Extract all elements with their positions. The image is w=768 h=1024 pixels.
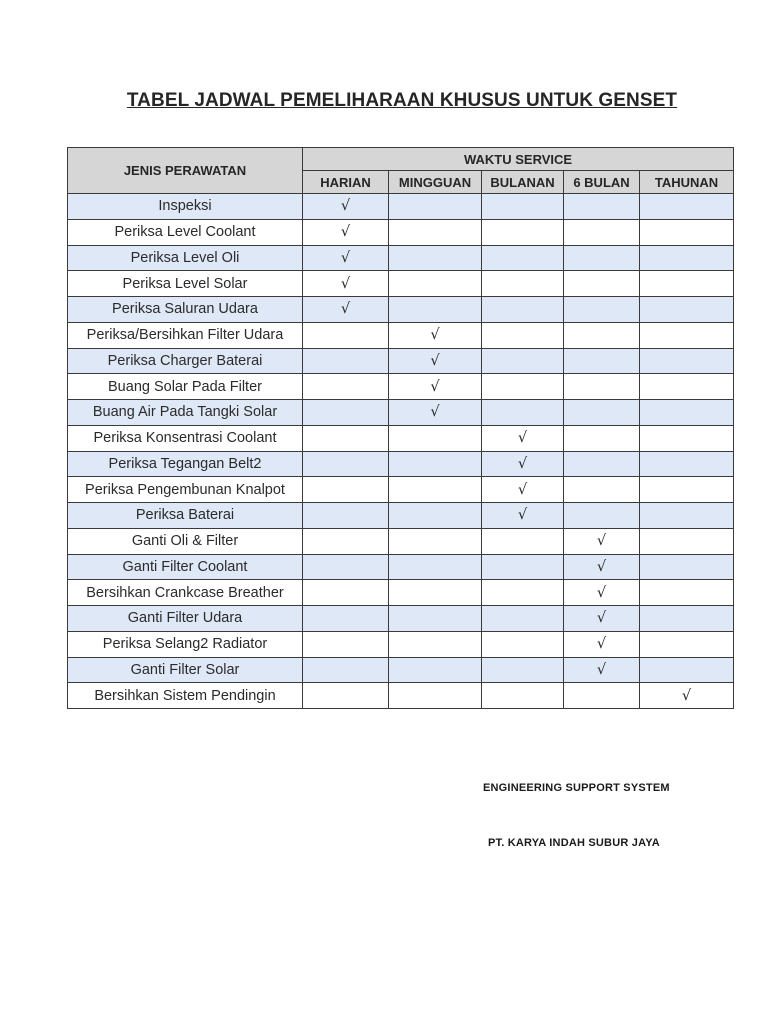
header-tahunan: TAHUNAN: [640, 171, 734, 194]
empty-cell: [640, 425, 734, 451]
empty-cell: [389, 606, 482, 632]
empty-cell: [640, 400, 734, 426]
empty-cell: [482, 194, 564, 220]
empty-cell: [640, 631, 734, 657]
task-name-cell: Buang Solar Pada Filter: [68, 374, 303, 400]
empty-cell: [303, 348, 389, 374]
table-row: [68, 554, 734, 580]
empty-cell: [389, 425, 482, 451]
empty-cell: [564, 683, 640, 709]
task-name-cell: Periksa Level Oli: [68, 245, 303, 271]
empty-cell: [303, 503, 389, 529]
empty-cell: [389, 271, 482, 297]
empty-cell: [482, 606, 564, 632]
check-mark-cell: √: [482, 425, 564, 451]
schedule-body: [68, 194, 734, 709]
empty-cell: [482, 271, 564, 297]
empty-cell: [564, 451, 640, 477]
task-name-cell: Periksa Charger Baterai: [68, 348, 303, 374]
empty-cell: [482, 322, 564, 348]
empty-cell: [564, 348, 640, 374]
empty-cell: [482, 580, 564, 606]
empty-cell: [303, 425, 389, 451]
check-mark-cell: √: [303, 219, 389, 245]
empty-cell: [389, 528, 482, 554]
header-mingguan: MINGGUAN: [389, 171, 482, 194]
empty-cell: [640, 528, 734, 554]
empty-cell: [482, 245, 564, 271]
empty-cell: [640, 477, 734, 503]
empty-cell: [389, 554, 482, 580]
check-mark-cell: √: [640, 683, 734, 709]
table-row: [68, 631, 734, 657]
empty-cell: [640, 245, 734, 271]
empty-cell: [303, 554, 389, 580]
empty-cell: [303, 477, 389, 503]
empty-cell: [303, 528, 389, 554]
empty-cell: [389, 297, 482, 323]
empty-cell: [640, 271, 734, 297]
empty-cell: [640, 503, 734, 529]
check-mark-cell: √: [482, 451, 564, 477]
table-row: [68, 297, 734, 323]
empty-cell: [303, 606, 389, 632]
header-6-bulan: 6 BULAN: [564, 171, 640, 194]
task-name-cell: Periksa/Bersihkan Filter Udara: [68, 322, 303, 348]
empty-cell: [640, 297, 734, 323]
check-mark-cell: √: [482, 477, 564, 503]
empty-cell: [564, 194, 640, 220]
empty-cell: [482, 631, 564, 657]
table-row: [68, 477, 734, 503]
empty-cell: [389, 245, 482, 271]
empty-cell: [640, 322, 734, 348]
table-row: [68, 219, 734, 245]
empty-cell: [389, 219, 482, 245]
header-harian: HARIAN: [303, 171, 389, 194]
empty-cell: [564, 374, 640, 400]
task-name-cell: Inspeksi: [68, 194, 303, 220]
empty-cell: [482, 554, 564, 580]
empty-cell: [389, 194, 482, 220]
table-row: [68, 245, 734, 271]
task-name-cell: Periksa Pengembunan Knalpot: [68, 477, 303, 503]
table-row: [68, 400, 734, 426]
table-row: [68, 657, 734, 683]
empty-cell: [303, 374, 389, 400]
header-jenis-perawatan: JENIS PERAWATAN: [68, 148, 303, 194]
empty-cell: [389, 683, 482, 709]
table-row: [68, 271, 734, 297]
empty-cell: [303, 657, 389, 683]
empty-cell: [303, 683, 389, 709]
check-mark-cell: √: [389, 322, 482, 348]
empty-cell: [564, 477, 640, 503]
empty-cell: [564, 271, 640, 297]
table-row: [68, 528, 734, 554]
table-row: [68, 451, 734, 477]
header-waktu-service: WAKTU SERVICE: [303, 148, 734, 171]
check-mark-cell: √: [482, 503, 564, 529]
task-name-cell: Ganti Oli & Filter: [68, 528, 303, 554]
table-row: [68, 322, 734, 348]
task-name-cell: Periksa Level Solar: [68, 271, 303, 297]
table-row: [68, 606, 734, 632]
empty-cell: [640, 606, 734, 632]
empty-cell: [389, 657, 482, 683]
empty-cell: [303, 322, 389, 348]
empty-cell: [640, 580, 734, 606]
check-mark-cell: √: [564, 554, 640, 580]
task-name-cell: Periksa Baterai: [68, 503, 303, 529]
empty-cell: [564, 425, 640, 451]
empty-cell: [482, 219, 564, 245]
task-name-cell: Ganti Filter Udara: [68, 606, 303, 632]
task-name-cell: Bersihkan Crankcase Breather: [68, 580, 303, 606]
empty-cell: [564, 245, 640, 271]
empty-cell: [640, 219, 734, 245]
empty-cell: [640, 451, 734, 477]
empty-cell: [389, 631, 482, 657]
empty-cell: [389, 477, 482, 503]
empty-cell: [303, 580, 389, 606]
empty-cell: [564, 297, 640, 323]
task-name-cell: Periksa Tegangan Belt2: [68, 451, 303, 477]
check-mark-cell: √: [564, 657, 640, 683]
empty-cell: [303, 451, 389, 477]
empty-cell: [640, 348, 734, 374]
header-bulanan: BULANAN: [482, 171, 564, 194]
check-mark-cell: √: [303, 245, 389, 271]
check-mark-cell: √: [564, 631, 640, 657]
empty-cell: [389, 503, 482, 529]
empty-cell: [389, 580, 482, 606]
empty-cell: [303, 631, 389, 657]
empty-cell: [303, 400, 389, 426]
check-mark-cell: √: [389, 400, 482, 426]
task-name-cell: Periksa Selang2 Radiator: [68, 631, 303, 657]
table-row: [68, 194, 734, 220]
table-row: [68, 348, 734, 374]
task-name-cell: Periksa Saluran Udara: [68, 297, 303, 323]
check-mark-cell: √: [564, 580, 640, 606]
table-row: [68, 425, 734, 451]
empty-cell: [482, 297, 564, 323]
maintenance-schedule-table: [67, 147, 734, 709]
empty-cell: [482, 348, 564, 374]
task-name-cell: Bersihkan Sistem Pendingin: [68, 683, 303, 709]
table-row: [68, 503, 734, 529]
task-name-cell: Periksa Konsentrasi Coolant: [68, 425, 303, 451]
empty-cell: [389, 451, 482, 477]
check-mark-cell: √: [303, 297, 389, 323]
empty-cell: [640, 657, 734, 683]
empty-cell: [482, 400, 564, 426]
empty-cell: [564, 400, 640, 426]
task-name-cell: Buang Air Pada Tangki Solar: [68, 400, 303, 426]
check-mark-cell: √: [389, 348, 482, 374]
task-name-cell: Ganti Filter Solar: [68, 657, 303, 683]
empty-cell: [564, 503, 640, 529]
empty-cell: [640, 194, 734, 220]
table-row: [68, 683, 734, 709]
check-mark-cell: √: [564, 606, 640, 632]
department-label: ENGINEERING SUPPORT SYSTEM: [483, 782, 670, 794]
table-row: [68, 580, 734, 606]
empty-cell: [564, 219, 640, 245]
task-name-cell: Ganti Filter Coolant: [68, 554, 303, 580]
check-mark-cell: √: [303, 271, 389, 297]
check-mark-cell: √: [389, 374, 482, 400]
check-mark-cell: √: [303, 194, 389, 220]
table-row: [68, 374, 734, 400]
page-title: TABEL JADWAL PEMELIHARAAN KHUSUS UNTUK GENSET: [126, 90, 678, 111]
empty-cell: [482, 528, 564, 554]
empty-cell: [482, 657, 564, 683]
check-mark-cell: √: [564, 528, 640, 554]
empty-cell: [482, 374, 564, 400]
empty-cell: [640, 374, 734, 400]
empty-cell: [640, 554, 734, 580]
empty-cell: [564, 322, 640, 348]
empty-cell: [482, 683, 564, 709]
task-name-cell: Periksa Level Coolant: [68, 219, 303, 245]
company-label: PT. KARYA INDAH SUBUR JAYA: [488, 837, 660, 849]
